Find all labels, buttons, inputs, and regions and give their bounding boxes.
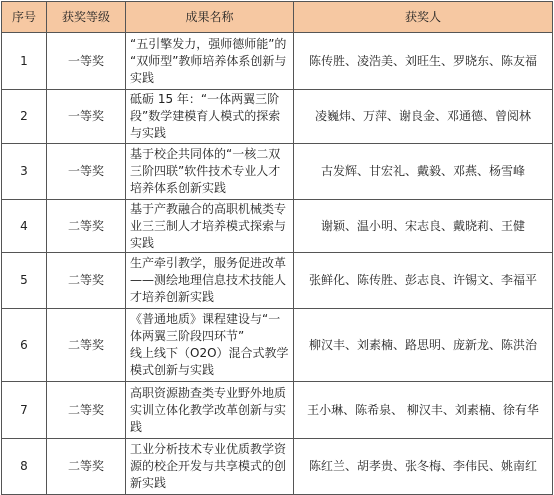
cell-winners: 古发辉、甘宏礼、戴毅、邓燕、杨雪峰 [294,144,553,200]
cell-winners: 谢颖、温小明、宋志良、戴晓莉、王健 [294,200,553,253]
cell-award-level: 二等奖 [47,439,126,495]
title-line: 培养体系创新实践 [130,181,227,195]
cell-no: 5 [2,253,47,309]
award-table [1,1,553,495]
title-line: 生产牵引教学，服务促进改革 [130,256,287,270]
table-row [2,253,553,309]
cell-award-level: 二等奖 [47,309,126,382]
cell-winners: 张鲜化、陈传胜、彭志良、许锡文、李福平 [294,253,553,309]
title-line: 基于校企共同体的“一核二双 [130,147,281,161]
cell-winners: 凌巍炜、万萍、谢良金、邓通德、曾阅林 [294,90,553,144]
cell-no: 3 [2,144,47,200]
table-row [2,90,553,144]
title-line: 三阶四联”软件技术专业人才 [130,164,281,178]
title-line: 实践 [130,70,155,85]
cell-no: 2 [2,90,47,144]
cell-no: 4 [2,200,47,253]
cell-achievement-title [126,309,294,382]
cell-no: 6 [2,309,47,382]
title-line: ——测绘地理信息技术技能人 [130,273,287,287]
title-line: “五引擎发力，强师德师能”的 [130,36,287,51]
cell-achievement-title [126,33,294,90]
cell-winners: 柳汉丰、刘素楠、路思明、庞新龙、陈洪治 [294,309,553,382]
cell-achievement-title [126,439,294,495]
title-line: 实训立体化教学改革创新与实 [130,402,287,417]
title-line: 段”数学建模育人模式的探索 [130,109,281,123]
table-row [2,144,553,200]
cell-award-level: 二等奖 [47,253,126,309]
title-line: 源的校企开发与共享模式的创 [130,459,287,473]
cell-achievement-title [126,253,294,309]
title-line: 线上线下（O2O）混合式教学 [130,346,289,360]
cell-award-level: 一等奖 [47,90,126,144]
table-row [2,200,553,253]
cell-winners: 陈红兰、胡孝贵、张冬梅、李伟民、姚南红 [294,439,553,495]
cell-achievement-title [126,200,294,253]
title-line: 模式创新与实践 [130,363,215,377]
table-row [2,33,553,90]
cell-award-level: 一等奖 [47,144,126,200]
title-line: 与实践 [130,126,167,140]
cell-award-level: 二等奖 [47,200,126,253]
cell-achievement-title [126,144,294,200]
cell-award-level: 二等奖 [47,382,126,439]
title-line: 砥砺 15 年：“一体两翼三阶 [130,92,280,106]
cell-no: 8 [2,439,47,495]
cell-achievement-title [126,90,294,144]
cell-achievement-title [126,382,294,439]
table-row [2,382,553,439]
title-line: 实践 [130,235,155,250]
table-row [2,309,553,382]
cell-no: 7 [2,382,47,439]
title-line: “双师型”教师培养体系创新与 [130,53,287,68]
title-line: 基于产教融合的高职机械类专 [130,201,287,216]
title-line: 体两翼三阶段四环节” [130,329,245,343]
header-level: 获奖等级 [47,2,126,33]
cell-award-level: 一等奖 [47,33,126,90]
header-winners: 获奖人 [294,2,553,33]
cell-no: 1 [2,33,47,90]
title-line: 才培养创新实践 [130,290,215,304]
title-line: 践 [130,419,143,434]
cell-winners: 陈传胜、凌浩美、刘旺生、罗晓东、陈友福 [294,33,553,90]
title-line: 《普通地质》课程建设与“一 [130,312,281,326]
table-row [2,439,553,495]
cell-winners: 王小琳、陈希泉、 柳汉丰、刘素楠、徐有华 [294,382,553,439]
title-line: 高职资源勘查类专业野外地质 [130,385,287,400]
header-title: 成果名称 [126,2,294,33]
header-no: 序号 [2,2,47,33]
title-line: 工业分析技术专业优质教学资 [130,442,287,456]
title-line: 新实践 [130,476,167,490]
title-line: 业三三制人才培养模式探索与 [130,218,287,233]
table-header-row [2,2,553,33]
